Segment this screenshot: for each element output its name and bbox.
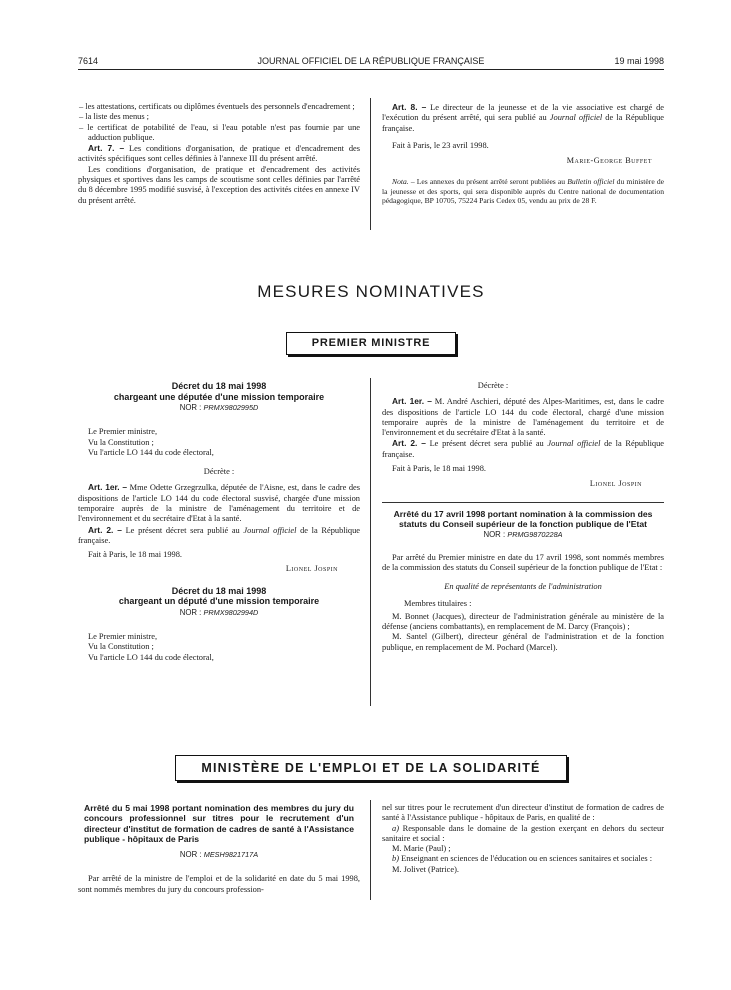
- arrete-mai-intro: Par arrêté de la ministre de l'emploi et de la solidarité en date du 5 mai 1998, sont nommés membres du jury du concours profession-: [78, 874, 360, 894]
- column-divider: [370, 98, 371, 230]
- article-7-text: Les conditions d'organisation, de pratique et d'encadrement des activités spécifiques sont celles définies à l'annexe III du présent arrêté.: [78, 144, 360, 164]
- vu-line: Vu la Constitution ;: [88, 437, 154, 447]
- list-item: – les attestations, certificats ou diplômes éventuels des personnels d'encadrement ;: [79, 102, 355, 111]
- item-letter: a): [392, 823, 399, 833]
- issue-date: 19 mai 1998: [614, 56, 664, 66]
- article-7: [78, 143, 360, 165]
- signature: Marie-George Buffet: [566, 156, 652, 166]
- article-1-text: Mme Odette Grzegrzulka, députée de l'Aisne, est, dans le cadre des dispositions de l'article LO 144 du code électoral susvisé, chargée d'une mission temporaire auprès de la ministre de l'aménagement du territoire et de l'environnement et du secrétaire d'Etat à la santé.: [78, 483, 360, 524]
- vu-line: Vu l'article LO 144 du code électoral,: [88, 447, 214, 457]
- article-2-label: Art. 2. –: [88, 524, 122, 535]
- decret2-title-line1: Décret du 18 mai 1998: [171, 585, 267, 596]
- nor-label: NOR :: [179, 850, 202, 860]
- middle-right-column: [382, 381, 664, 653]
- nor-label: NOR :: [179, 403, 202, 412]
- decret2-title-line2: chargeant un député d'une mission temporaire: [118, 596, 320, 607]
- nota: [382, 177, 664, 205]
- page-number: 7614: [78, 56, 99, 66]
- item-text: Enseignant en sciences de l'éducation ou en sciences sanitaires et sociales :: [398, 854, 653, 864]
- article-1-text: M. André Aschieri, député des Alpes-Maritimes, est, dans le cadre des dispositions de l'article LO 144 du code électoral, chargé d'une mission temporaire auprès de la ministre de l'aménagement du territoire et de l'environnement et du secrétaire d'Etat à la santé.: [382, 397, 664, 438]
- decret2-nor: [78, 608, 360, 618]
- arrete-avril-title: Arrêté du 17 avril 1998 portant nomination à la commission des statuts du Conseil supérieur de la fonction publique de l'Etat: [393, 508, 653, 529]
- column-divider: [370, 800, 371, 900]
- article-2-text-end: de la République française.: [78, 525, 361, 545]
- nor-code: PRMG9870228A: [507, 530, 563, 540]
- bulletin-officiel-ref: Bulletin officiel: [567, 177, 615, 187]
- arrete-mai-title: Arrêté du 5 mai 1998 portant nomination des membres du jury du concours professionnel sur titres pour le recrutement d'un directeur d'institut de formation de cadres de santé à l'Assistance publique - hôpitaux de Paris: [84, 803, 354, 844]
- journal-officiel-ref: Journal officiel: [243, 525, 297, 535]
- article-8-text: Le directeur de la jeunesse et de la vie associative est chargé de l'exécution du présent arrêté, qui sera publié au: [382, 103, 664, 123]
- journal-officiel-ref: Journal officiel: [547, 439, 601, 449]
- column-divider: [370, 378, 371, 706]
- article-7-para2: Les conditions d'organisation, de pratique et d'encadrement des activités physiques et sportives dans les camps de scoutisme sont celles définies par l'arrêté du 8 décembre 1995 modifié susvisé, à l'exception des activités citées en annexe IV du présent arrêté.: [78, 164, 360, 205]
- article-1-label: Art. 1er. –: [88, 482, 128, 493]
- qualite-heading: En qualité de représentants de l'administration: [444, 582, 602, 592]
- decrete: Décrète :: [203, 467, 235, 477]
- decret1-article-2: [78, 525, 360, 547]
- place-date: Fait à Paris, le 18 mai 1998.: [392, 464, 486, 474]
- nor-code: MESH9821717A: [203, 850, 259, 860]
- nor-code: PRMX9802995D: [203, 403, 259, 412]
- decrete: Décrète :: [477, 381, 509, 390]
- section-title: MESURES NOMINATIVES: [257, 282, 485, 301]
- vu-line: Vu l'article LO 144 du code électoral,: [88, 652, 214, 662]
- signature: Lionel Jospin: [285, 563, 338, 573]
- signature: Lionel Jospin: [589, 479, 642, 489]
- bottom-right-column: [382, 803, 664, 875]
- member-entry: M. Santel (Gilbert), directeur général de l'administration et de la fonction publique, en remplacement de M. Pochard (Marcel).: [382, 632, 664, 652]
- place-date: Fait à Paris, le 18 mai 1998.: [88, 550, 182, 560]
- vu-line: Le Premier ministre,: [88, 427, 158, 437]
- ministry-box-premier: PREMIER MINISTRE: [286, 332, 456, 355]
- top-right-column: [382, 102, 664, 205]
- nor-code: PRMX9802994D: [203, 607, 259, 617]
- article-2-text: Le présent décret sera publié au: [425, 439, 548, 449]
- place-date: Fait à Paris, le 23 avril 1998.: [392, 140, 489, 150]
- nor-label: NOR :: [483, 530, 506, 540]
- member-entry: M. Bonnet (Jacques), directeur de l'administration générale au ministère de la défense (anciens combattants), en remplacement de M. Darcy (François) ;: [382, 611, 664, 632]
- membres-heading: Membres titulaires :: [404, 599, 472, 609]
- nor-label: NOR :: [179, 607, 202, 617]
- arrete-mai-continuation: nel sur titres pour le recrutement d'un directeur d'institut de formation de cadres de santé à l'Assistance publique - hôpitaux de Paris, en qualité de :: [382, 803, 664, 823]
- decret2-article-2: [382, 438, 664, 460]
- vu-line: Le Premier ministre,: [88, 632, 158, 642]
- list-item: – le certificat de potabilité de l'eau, si l'eau potable n'est pas fournie par une adduction publique.: [79, 122, 360, 142]
- article-1-label: Art. 1er. –: [392, 396, 432, 407]
- jury-category-b: [382, 854, 664, 864]
- article-2-text: Le présent décret sera publié au: [121, 525, 244, 535]
- article-8: [382, 102, 664, 134]
- jury-member: M. Jolivet (Patrice).: [392, 864, 459, 874]
- top-left-column: [78, 102, 360, 206]
- bottom-left-column: [78, 803, 360, 895]
- article-8-label: Art. 8. –: [392, 102, 427, 112]
- ministry-box-emploi: MINISTÈRE DE L'EMPLOI ET DE LA SOLIDARITÉ: [175, 755, 567, 781]
- jury-member: M. Marie (Paul) ;: [392, 844, 451, 854]
- list-item: – la liste des menus ;: [79, 112, 150, 122]
- decret1-article-1: [78, 482, 360, 524]
- vu-line: Vu la Constitution ;: [88, 642, 154, 652]
- nota-text-end: du ministère de la jeunesse et des sports, qui sera disponible auprès du Centre national de documentation pédagogique, BP 10705, 75224 Paris Cedex 05, vendu au prix de 28 F.: [382, 177, 665, 205]
- decret1-nor: [78, 403, 360, 413]
- header-rule: [78, 69, 664, 70]
- journal-title: JOURNAL OFFICIEL DE LA RÉPUBLIQUE FRANÇAISE: [257, 56, 485, 66]
- decret1-title-line2: chargeant une députée d'une mission temporaire: [113, 391, 325, 402]
- nota-label: Nota. –: [392, 177, 415, 187]
- arrete-mai-nor: [78, 850, 360, 860]
- item-text: Responsable dans le domaine de la gestion exerçant en dehors du secteur sanitaire et social :: [382, 823, 664, 843]
- journal-officiel-ref: Journal officiel: [549, 113, 603, 123]
- nota-text: Les annexes du présent arrêté seront publiées au: [414, 177, 568, 187]
- article-2-label: Art. 2. –: [392, 438, 426, 449]
- decret2-article-1: [382, 396, 664, 438]
- decret1-title-line1: Décret du 18 mai 1998: [171, 381, 267, 391]
- article-7-label: Art. 7. –: [88, 143, 125, 154]
- article-8-text-end: de la République française.: [382, 113, 665, 133]
- article-2-text-end: de la République française.: [382, 439, 665, 459]
- separator: [382, 502, 664, 503]
- item-letter: b): [392, 854, 399, 864]
- middle-left-column: [78, 381, 360, 663]
- jury-category-a: [382, 824, 664, 845]
- arrete-avril-intro: Par arrêté du Premier ministre en date du 17 avril 1998, sont nommés membres de la commission des statuts du Conseil supérieur de la fonction publique de l'Etat :: [382, 552, 664, 572]
- arrete-avril-nor: [382, 530, 664, 540]
